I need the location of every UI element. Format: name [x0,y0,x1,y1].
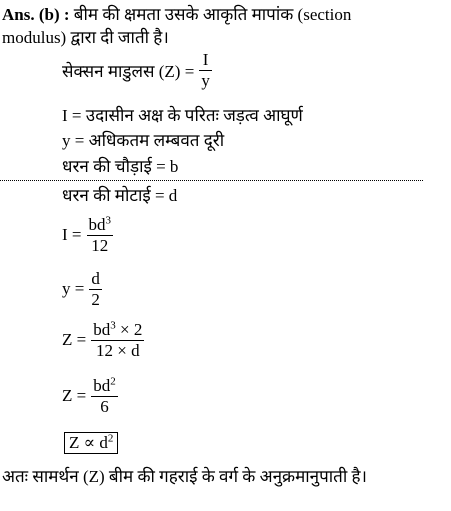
equation-Z2-lhs: Z = [62,386,87,406]
definition-b: धरन की चौड़ाई = b [62,157,179,176]
equation-y-fraction [89,269,102,309]
definition-I: I = उदासीन अक्ष के परितः जड़त्व आघूर्ण [62,106,303,125]
definition-d: धरन की मोटाई = d [62,186,178,205]
equation-Z1-num [91,320,144,340]
equation-I [62,215,113,255]
equation-Z1-fraction [91,320,144,360]
equation-Z1-num-base: bd [93,320,111,339]
result-exp: 2 [107,432,114,445]
equation-Z2-num [91,376,118,396]
equation-Z1-num-exp: 3 [110,319,116,332]
equation-Z2-den: 6 [91,396,118,417]
section-modulus-num: I [202,50,209,69]
equation-Z1 [62,320,144,360]
definition-y: y = अधिकतम लम्बवत दूरी [62,131,225,150]
result-box [64,432,118,454]
equation-Z2-num-base: bd [93,376,111,395]
conclusion: अतः सामर्थन (Z) बीम की गहराई के वर्ग के अनुक्रमानुपाती है। [2,467,367,486]
section-modulus-den: y [201,70,210,90]
equation-I-fraction [87,215,114,255]
equation-Z2-fraction [91,376,118,416]
equation-Z2-num-exp: 2 [110,375,116,388]
section-modulus-lhs: सेक्सन माडुलस (Z) = [62,61,195,81]
answer-intro-1: बीम की क्षमता उसके आकृति मापांक (section [73,5,352,24]
equation-I-num [87,215,114,235]
equation-y-lhs: y = [62,279,85,299]
answer-label: Ans. (b) : [2,5,70,24]
section-modulus-formula [62,50,212,90]
dotted-separator [0,180,423,181]
equation-Z1-den: 12 × d [91,340,144,361]
equation-I-den: 12 [87,235,114,256]
result-base: Z ∝ d [69,433,108,452]
equation-I-lhs: I = [62,225,82,245]
section-modulus-fraction [199,50,212,90]
equation-y-num: d [91,269,100,288]
answer-intro-2: modulus) द्वारा दी जाती है। [2,28,169,47]
equation-I-num-base: bd [88,215,106,234]
equation-I-num-exp: 3 [105,214,111,227]
equation-Z1-lhs: Z = [62,330,87,350]
result-boxed-expression [64,432,118,454]
equation-Z2 [62,376,118,416]
equation-y [62,269,102,309]
equation-y-den: 2 [91,289,100,309]
equation-Z1-num-tail: × 2 [115,320,143,339]
answer-line-1 [2,2,351,25]
